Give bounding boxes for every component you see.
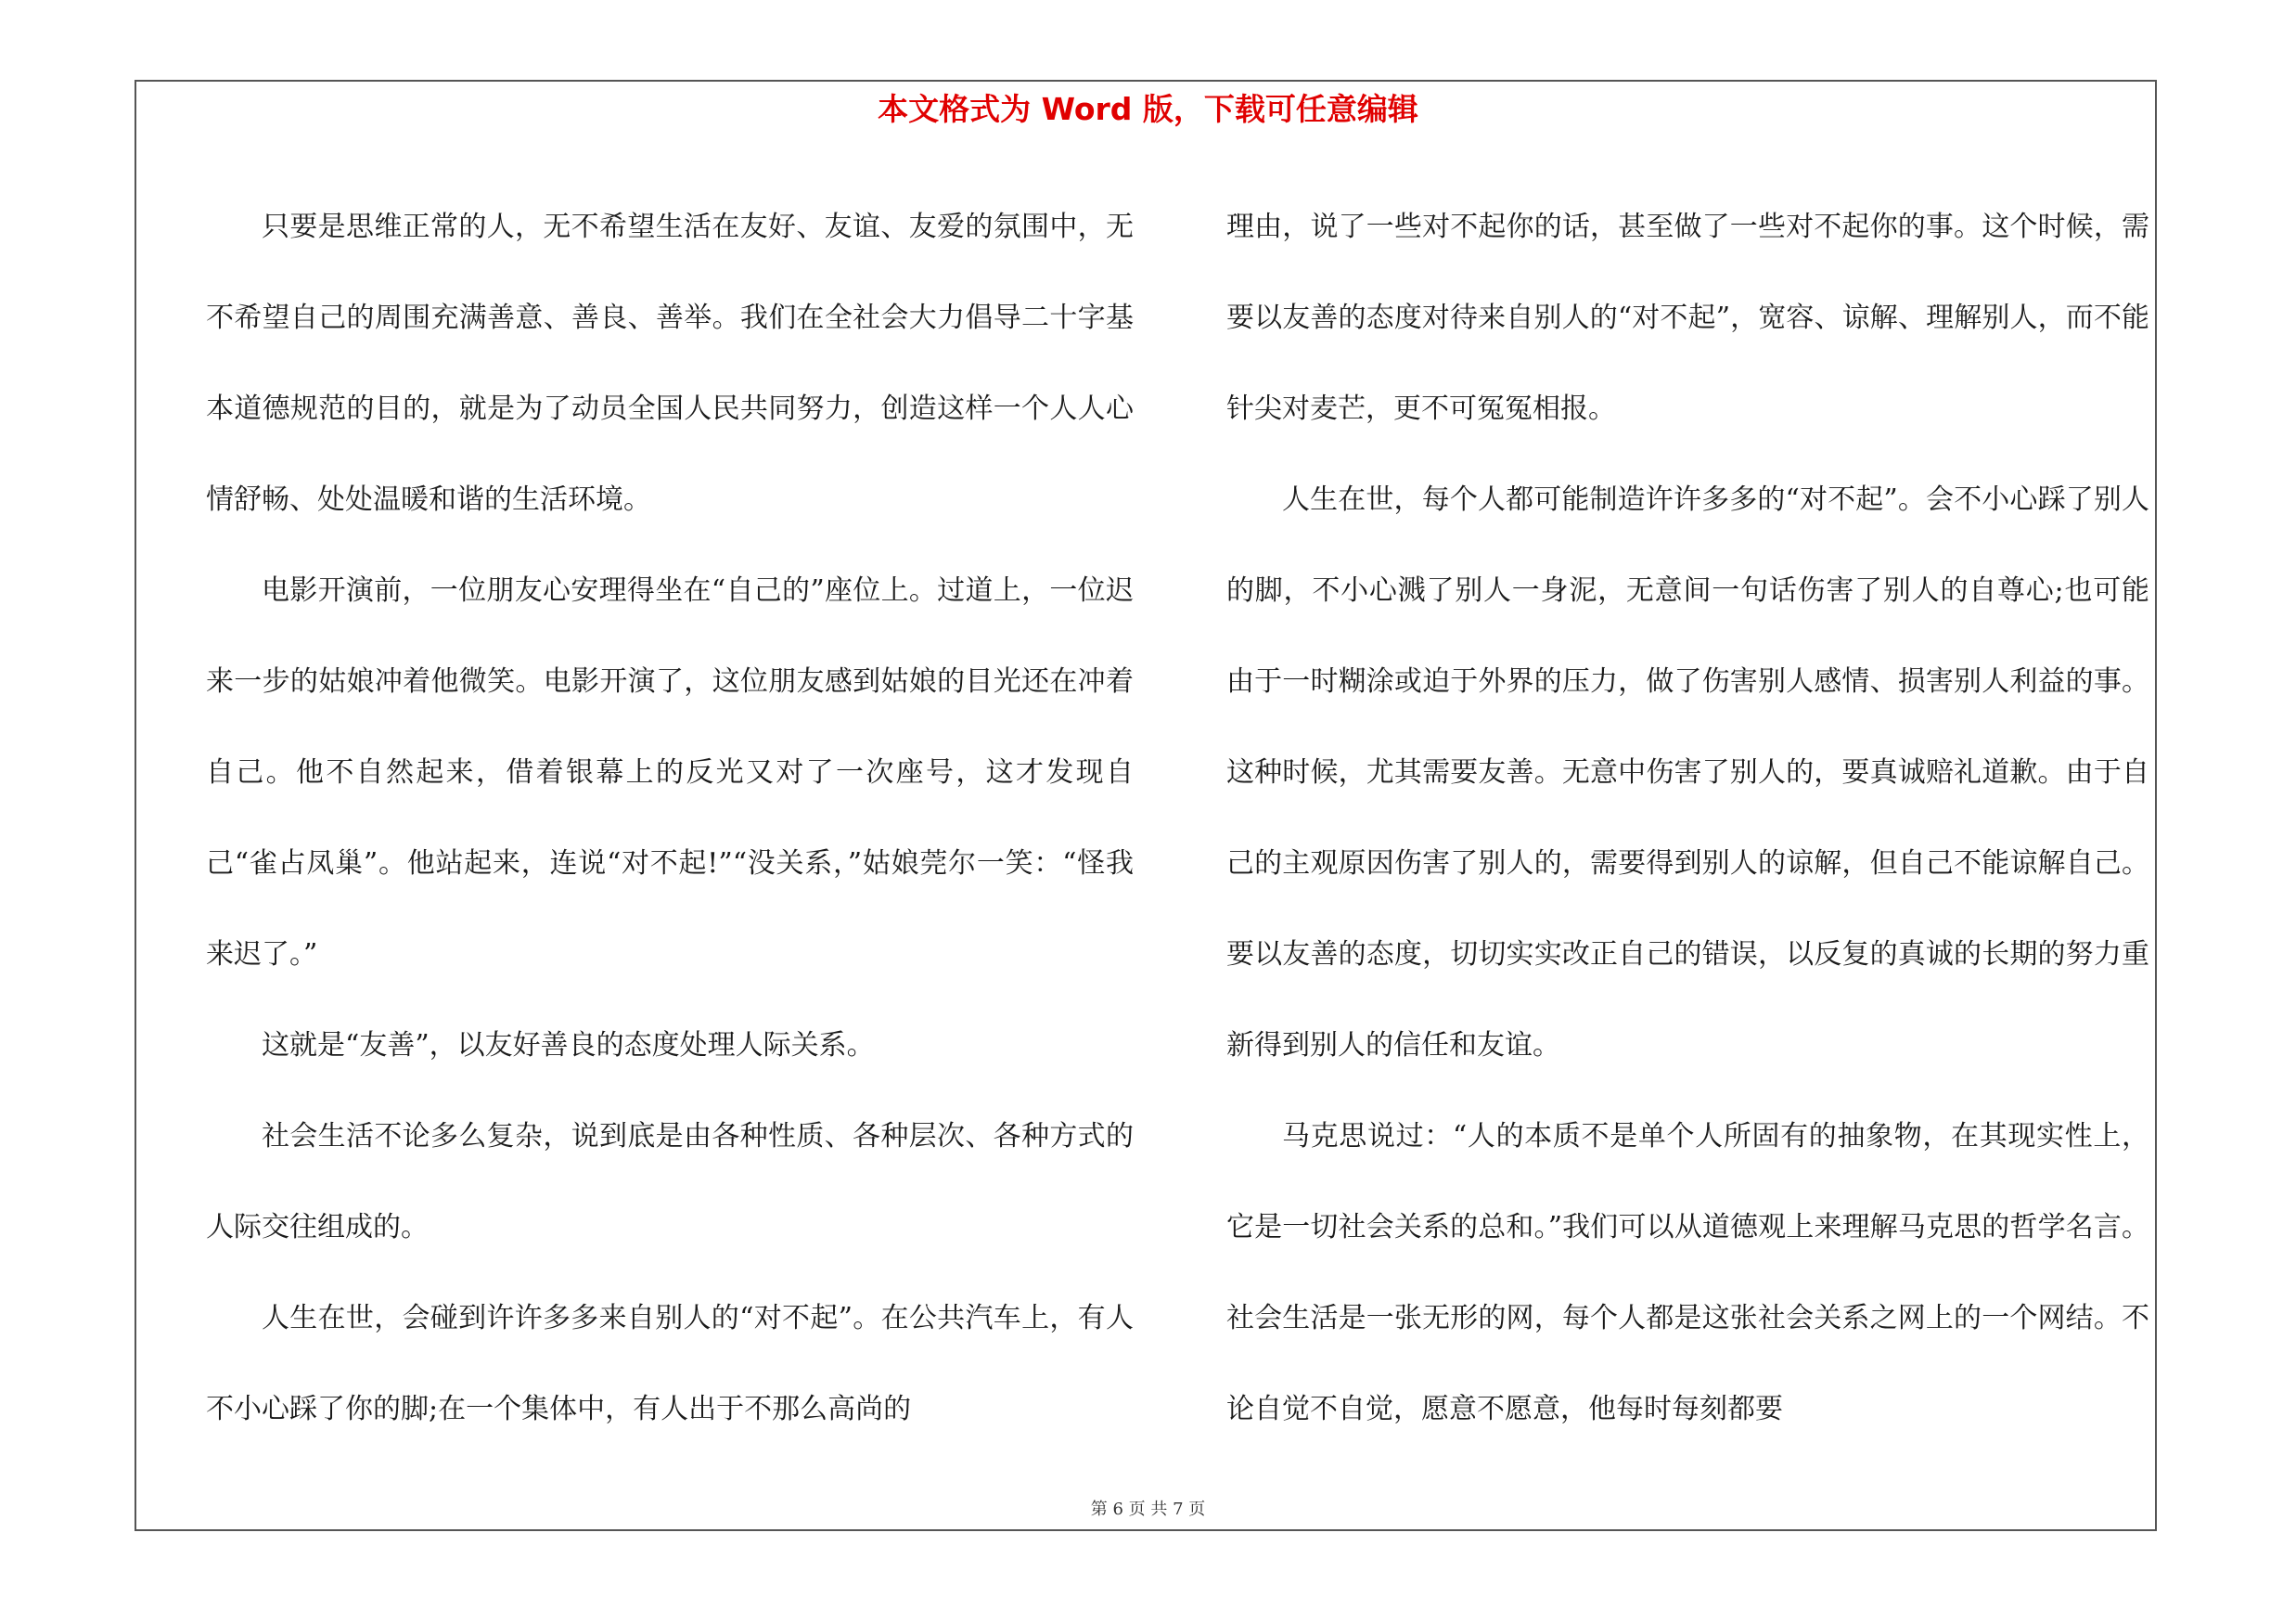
paragraph-continuation: 理由，说了一些对不起你的话，甚至做了一些对不起你的事。这个时候，需要以友善的态度对待来自别人的“对不起”，宽容、谅解、理解别人，而不能针尖对麦芒，更不可冤冤相报。 [1226,211,2149,425]
paragraph: 社会生活不论多么复杂，说到底是由各种性质、各种层次、各种方式的人际交往组成的。 [206,1120,1134,1243]
left-column [206,182,1134,1455]
paragraph: 人生在世，会碰到许许多多来自别人的“对不起”。在公共汽车上，有人不小心踩了你的脚;在一个集体中，有人出于不那么高尚的 [206,1302,1134,1425]
paragraph: 人生在世，每个人都可能制造许许多多的“对不起”。会不小心踩了别人的脚，不小心溅了别人一身泥，无意间一句话伤害了别人的自尊心;也可能由于一时糊涂或迫于外界的压力，做了伤害别人感情、损害别人利益的事。这种时候，尤其需要友善。无意中伤害了别人的，要真诚赔礼道歉。由于自己的主观原因伤害了别人的，需要得到别人的谅解，但自己不能谅解自己。要以友善的态度，切切实实改正自己的错误，以反复的真诚的长期的努力重新得到别人的信任和友谊。 [1226,483,2149,1062]
paragraph: 这就是“友善”，以友好善良的态度处理人际关系。 [262,1029,875,1062]
paragraph: 电影开演前，一位朋友心安理得坐在“自己的”座位上。过道上，一位迟来一步的姑娘冲着他微笑。电影开演了，这位朋友感到姑娘的目光还在冲着自己。他不自然起来，借着银幕上的反光又对了一次座号，这才发现自己“雀占凤巢”。他站起来，连说“对不起!”“没关系，”姑娘莞尔一笑：“怪我来迟了。” [206,574,1134,971]
right-column [1226,182,2149,1455]
paragraph: 马克思说过：“人的本质不是单个人所固有的抽象物，在其现实性上，它是一切社会关系的总和。”我们可以从道德观上来理解马克思的哲学名言。社会生活是一张无形的网，每个人都是这张社会关系之网上的一个网结。不论自觉不自觉，愿意不愿意，他每时每刻都要 [1226,1120,2149,1425]
page-number: 第 6 页 共 7 页 [1090,1500,1206,1519]
paragraph: 只要是思维正常的人，无不希望生活在友好、友谊、友爱的氛围中，无不希望自己的周围充满善意、善良、善举。我们在全社会大力倡导二十字基本道德规范的目的，就是为了动员全国人民共同努力，创造这样一个人人心情舒畅、处处温暖和谐的生活环境。 [206,211,1134,516]
format-banner: 本文格式为 Word 版，下载可任意编辑 [878,91,1418,127]
